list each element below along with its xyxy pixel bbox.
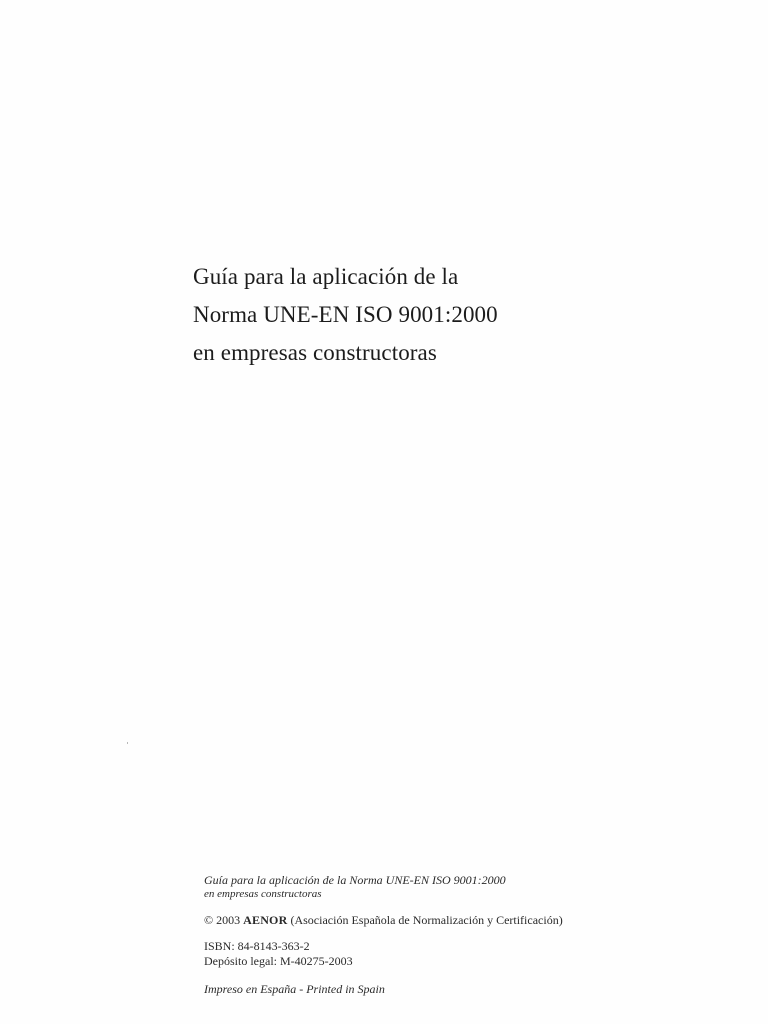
- book-title: [193, 258, 713, 372]
- colophon-work-title-line-2: en empresas constructoras: [204, 888, 322, 900]
- copyright-publisher-full: (Asociación Española de Normalización y Certificación): [290, 913, 563, 927]
- copyright-line: [204, 913, 744, 928]
- title-line-1: Guía para la aplicación de la: [193, 264, 459, 289]
- copyright-publisher: AENOR: [243, 913, 288, 927]
- printed-in-english: Printed in Spain: [306, 982, 385, 996]
- copyright-year: © 2003: [204, 913, 241, 927]
- title-line-2: Norma UNE-EN ISO 9001:2000: [193, 302, 498, 327]
- printed-separator: -: [299, 982, 304, 996]
- isbn-line: ISBN: 84-8143-363-2: [204, 939, 310, 953]
- printed-in-line: [204, 982, 744, 997]
- title-line-3: en empresas constructoras: [193, 340, 437, 365]
- printed-in-spanish: Impreso en España: [204, 982, 297, 996]
- colophon-work-title-line-1: Guía para la aplicación de la Norma UNE-EN ISO 9001:2000: [204, 873, 506, 887]
- legal-deposit-line: Depósito legal: M-40275-2003: [204, 954, 353, 968]
- scan-speck: [127, 742, 128, 744]
- colophon: [204, 873, 744, 997]
